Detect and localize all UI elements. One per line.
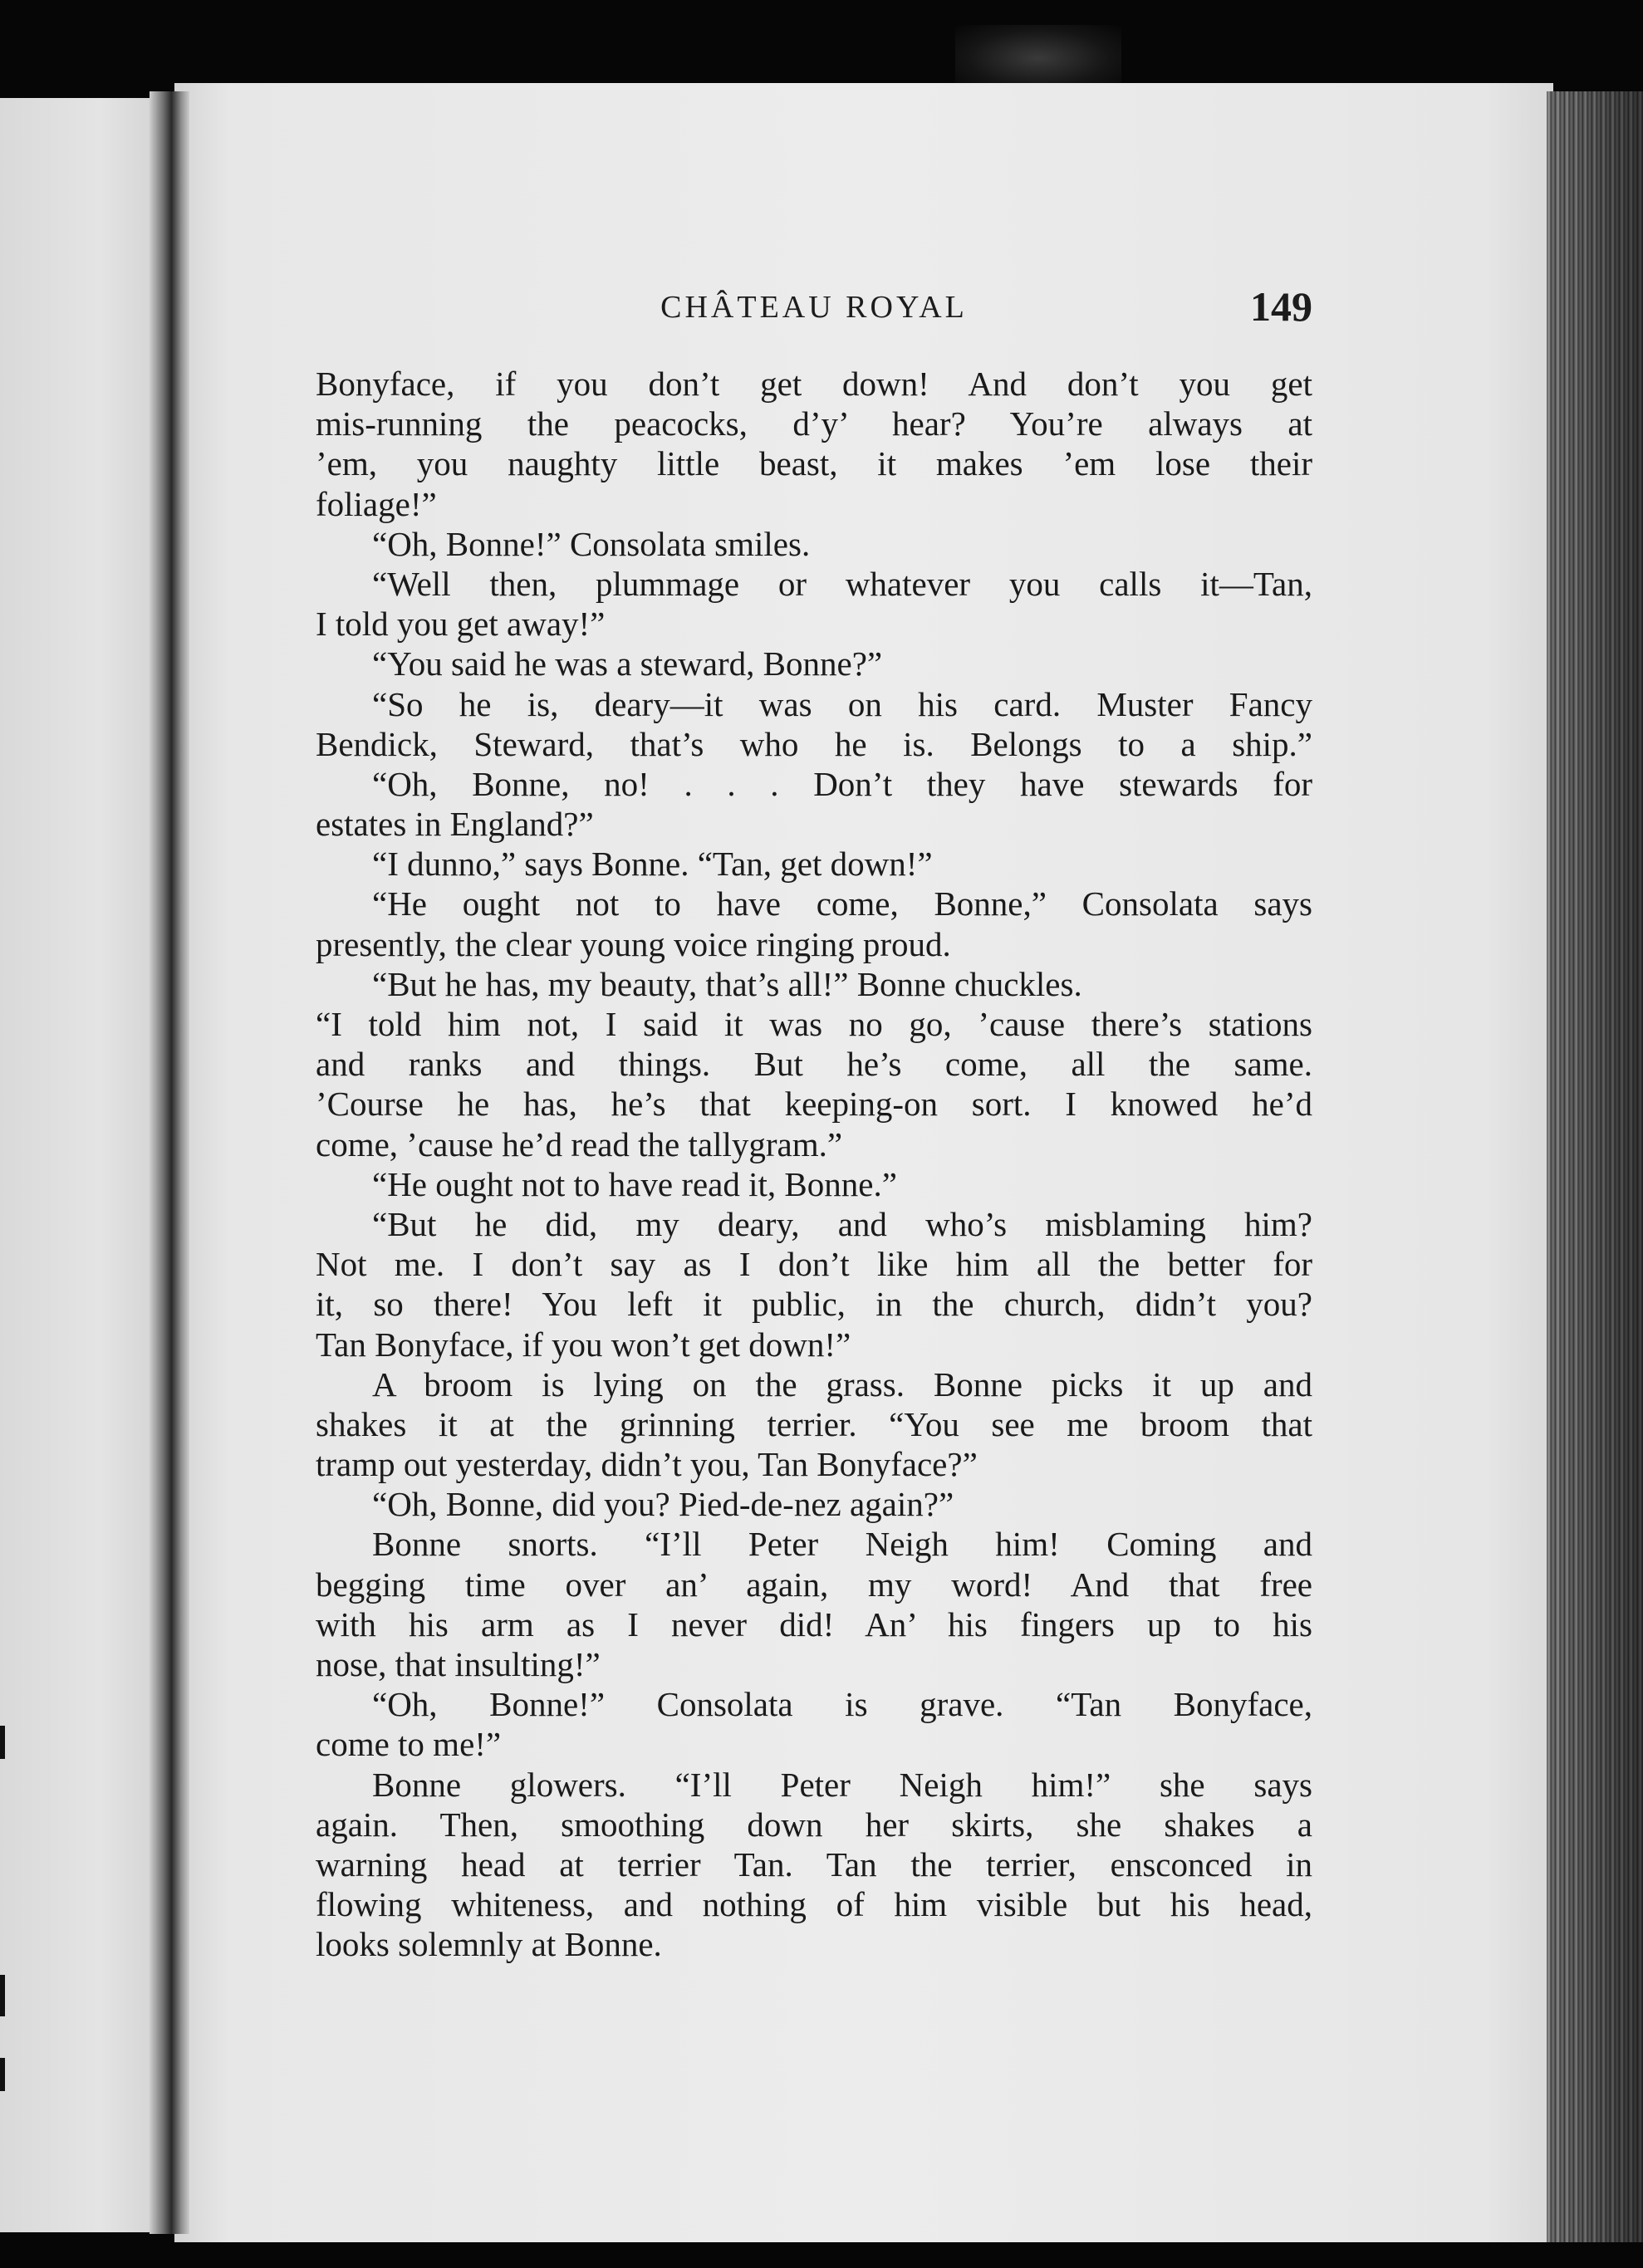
text-line: nose, that insulting!” — [316, 1645, 601, 1683]
text-line: shakes it at the grinning terrier. “You see me broom that — [316, 1404, 1312, 1443]
scan-shadow — [955, 25, 1121, 91]
text-line: Tan Bonyface, if you won’t get down!” — [316, 1325, 851, 1364]
text-line: Bonne snorts. “I’ll Peter Neigh him! Coming and — [372, 1525, 1312, 1564]
text-line: Bonyface, if you don’t get down! And don’t you get — [316, 365, 1312, 403]
text-line: and ranks and things. But he’s come, all the same. — [316, 1045, 1312, 1084]
text-line: again. Then, smoothing down her skirts, she shakes a — [316, 1805, 1312, 1844]
text-line: Bendick, Steward, that’s who he is. Belongs to a ship.” — [316, 724, 1312, 763]
text-line: estates in England?” — [316, 805, 594, 844]
text-line: A broom is lying on the grass. Bonne picks it up and — [372, 1364, 1312, 1403]
text-line: Not me. I don’t say as I don’t like him all the better for — [316, 1245, 1312, 1284]
text-line: “You said he was a steward, Bonne?” — [372, 644, 883, 683]
margin-mark — [0, 2058, 5, 2091]
text-line: “Oh, Bonne, no! . . . Don’t they have stewards for — [372, 764, 1312, 803]
running-head — [316, 282, 1312, 332]
text-line: flowing whiteness, and nothing of him visible but his head, — [316, 1885, 1312, 1924]
text-line: “Oh, Bonne!” Consolata is grave. “Tan Bonyface, — [372, 1685, 1312, 1724]
text-line: “He ought not to have read it, Bonne.” — [372, 1164, 897, 1203]
left-page-edge — [0, 98, 166, 2232]
text-line: begging time over an’ again, my word! And that free — [316, 1565, 1312, 1604]
text-line: looks solemnly at Bonne. — [316, 1925, 662, 1964]
text-line: come to me!” — [316, 1725, 502, 1764]
text-line: “So he is, deary—it was on his card. Muster Fancy — [372, 684, 1312, 723]
text-line: with his arm as I never did! An’ his fingers up to his — [316, 1604, 1312, 1643]
text-line: “I dunno,” says Bonne. “Tan, get down!” — [372, 845, 933, 884]
text-line: “I told him not, I said it was no go, ’cause there’s stations — [316, 1005, 1312, 1043]
text-line: “But he has, my beauty, that’s all!” Bonne chuckles. — [372, 964, 1082, 1003]
text-line: foliage!” — [316, 484, 437, 523]
text-line: it, so there! You left it public, in the church, didn’t you? — [316, 1285, 1312, 1324]
text-line: come, ’cause he’d read the tallygram.” — [316, 1124, 843, 1163]
page-number: 149 — [1250, 283, 1312, 330]
text-line: I told you get away!” — [316, 605, 606, 644]
text-line: ’em, you naughty little beast, it makes ’em lose their — [316, 444, 1312, 483]
body-text — [316, 364, 1312, 1965]
text-line: Bonne glowers. “I’ll Peter Neigh him!” she says — [372, 1765, 1312, 1804]
text-line: “Well then, plummage or whatever you calls it—Tan, — [372, 564, 1312, 603]
text-line: “He ought not to have come, Bonne,” Consolata says — [372, 884, 1312, 923]
text-line: “Oh, Bonne!” Consolata smiles. — [372, 524, 811, 563]
text-line: tramp out yesterday, didn’t you, Tan Bonyface?” — [316, 1445, 978, 1484]
running-title: CHÂTEAU ROYAL — [660, 290, 968, 325]
text-line: “Oh, Bonne, did you? Pied-de-nez again?” — [372, 1485, 954, 1524]
text-line: ’Course he has, he’s that keeping-on sort. I knowed he’d — [316, 1085, 1312, 1124]
margin-mark — [0, 1975, 5, 2016]
book-gutter — [150, 91, 189, 2234]
text-line: warning head at terrier Tan. Tan the terrier, ensconced in — [316, 1844, 1312, 1883]
text-line: presently, the clear young voice ringing proud. — [316, 924, 951, 963]
margin-mark — [0, 1726, 5, 1759]
text-line: “But he did, my deary, and who’s misblaming him? — [372, 1204, 1312, 1243]
text-line: mis-running the peacocks, d’y’ hear? You’re always at — [316, 404, 1312, 443]
page-edges — [1547, 91, 1643, 2242]
